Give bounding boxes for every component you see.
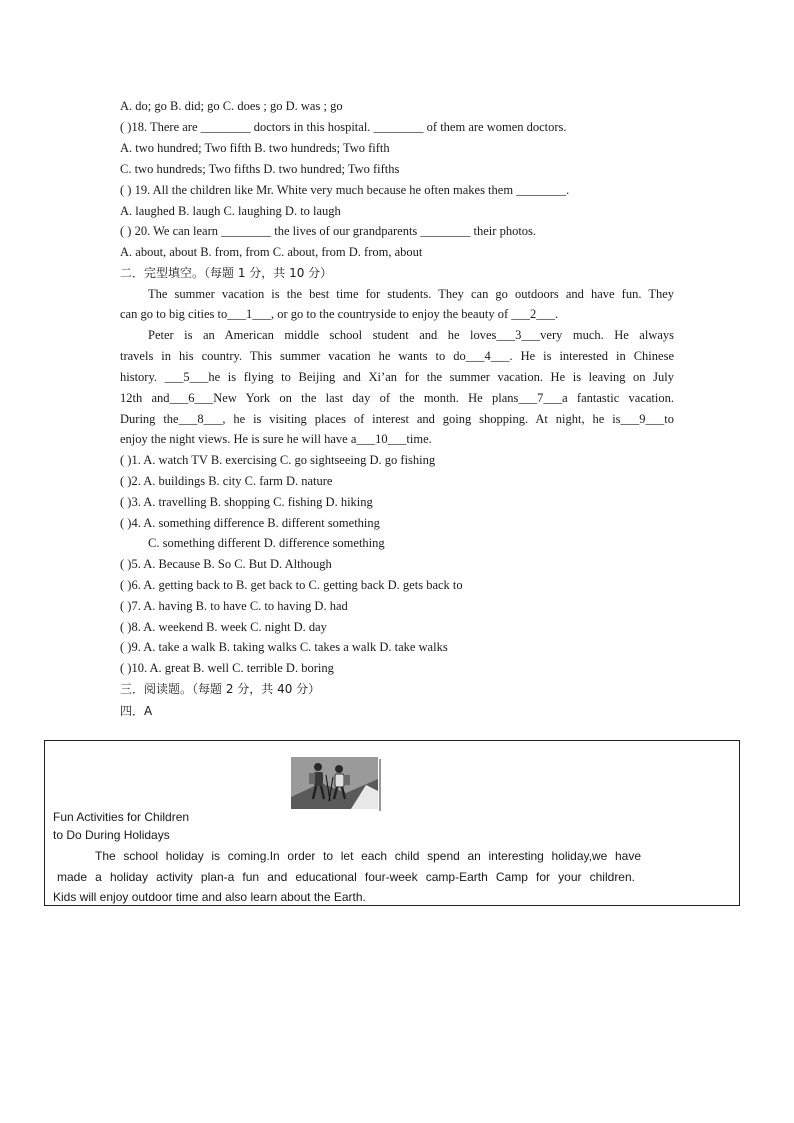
passage-line: enjoy the night views. He is sure he will have a___10___time. [120, 432, 432, 446]
cloze-option-7: ( )7. A. having B. to have C. to having D. had [120, 599, 348, 613]
box-title-line2: to Do During Holidays [53, 828, 170, 842]
passage-line: history. ___5___he is flying to Beijing and Xi’an for the summer vacation. He is leaving on July [120, 370, 674, 384]
q20-question: ( ) 20. We can learn ________ the lives of our grandparents ________ their photos. [120, 224, 537, 238]
box-title-line1: Fun Activities for Children [53, 810, 190, 824]
q17-options: A. do; go B. did; go C. does ; go D. was ; go [120, 99, 343, 113]
cloze-option-2: ( )2. A. buildings B. city C. farm D. nature [120, 474, 333, 488]
cloze-option-5: ( )5. A. Because B. So C. But D. Although [120, 557, 332, 571]
passage-line: 12th and___6___New York on the last day of the month. He plans___7___a fantastic vacation. [120, 391, 674, 405]
box-body-line: The school holiday is coming.In order to let each child spend an interesting holiday,we have [95, 849, 641, 863]
q18-question: ( )18. There are ________ doctors in this hospital. ________ of them are women doctors. [120, 120, 567, 134]
cloze-option-3: ( )3. A. travelling B. shopping C. fishing D. hiking [120, 495, 373, 509]
passage-line: During the___8___, he is visiting places of interest and going shopping. At night, he is___9___to [120, 412, 674, 426]
cloze-option-4-cd: C. something different D. difference something [148, 536, 385, 550]
q18-options-ab: A. two hundred; Two fifth B. two hundreds; Two fifth [120, 141, 390, 155]
section3-title: 三．阅读题。（每题 2 分，共 40 分） [120, 682, 321, 696]
cloze-option-8: ( )8. A. weekend B. week C. night D. day [120, 620, 327, 634]
section2-title: 二．完型填空。（每题 1 分，共 10 分） [120, 266, 333, 280]
hikers-illustration [291, 757, 381, 811]
q19-options: A. laughed B. laugh C. laughing D. to laugh [120, 204, 341, 218]
box-body-line: Kids will enjoy outdoor time and also learn about the Earth. [53, 890, 366, 904]
q18-options-cd: C. two hundreds; Two fifths D. two hundred; Two fifths [120, 162, 400, 176]
passage-line: Peter is an American middle school student and he loves___3___very much. He always [148, 328, 674, 342]
q20-options: A. about, about B. from, from C. about, from D. from, about [120, 245, 423, 259]
cloze-option-10: ( )10. A. great B. well C. terrible D. boring [120, 661, 334, 675]
section4-title: 四．A [120, 704, 153, 718]
cloze-option-4: ( )4. A. something difference B. different something [120, 516, 380, 530]
box-body-line: made a holiday activity plan-a fun and educational four-week camp-Earth Camp for your children. [57, 870, 635, 884]
reading-a-box [44, 740, 740, 906]
q19-question: ( ) 19. All the children like Mr. White very much because he often makes them ________. [120, 183, 570, 197]
cloze-option-9: ( )9. A. take a walk B. taking walks C. takes a walk D. take walks [120, 640, 448, 654]
passage-line: can go to big cities to___1___, or go to the countryside to enjoy the beauty of ___2___. [120, 307, 559, 321]
passage-line: The summer vacation is the best time for students. They can go outdoors and have fun. They [148, 287, 674, 301]
passage-line: travels in his country. This summer vacation he wants to do___4___. He is interested in Chinese [120, 349, 674, 363]
cloze-option-6: ( )6. A. getting back to B. get back to C. getting back D. gets back to [120, 578, 463, 592]
cloze-option-1: ( )1. A. watch TV B. exercising C. go sightseeing D. go fishing [120, 453, 436, 467]
